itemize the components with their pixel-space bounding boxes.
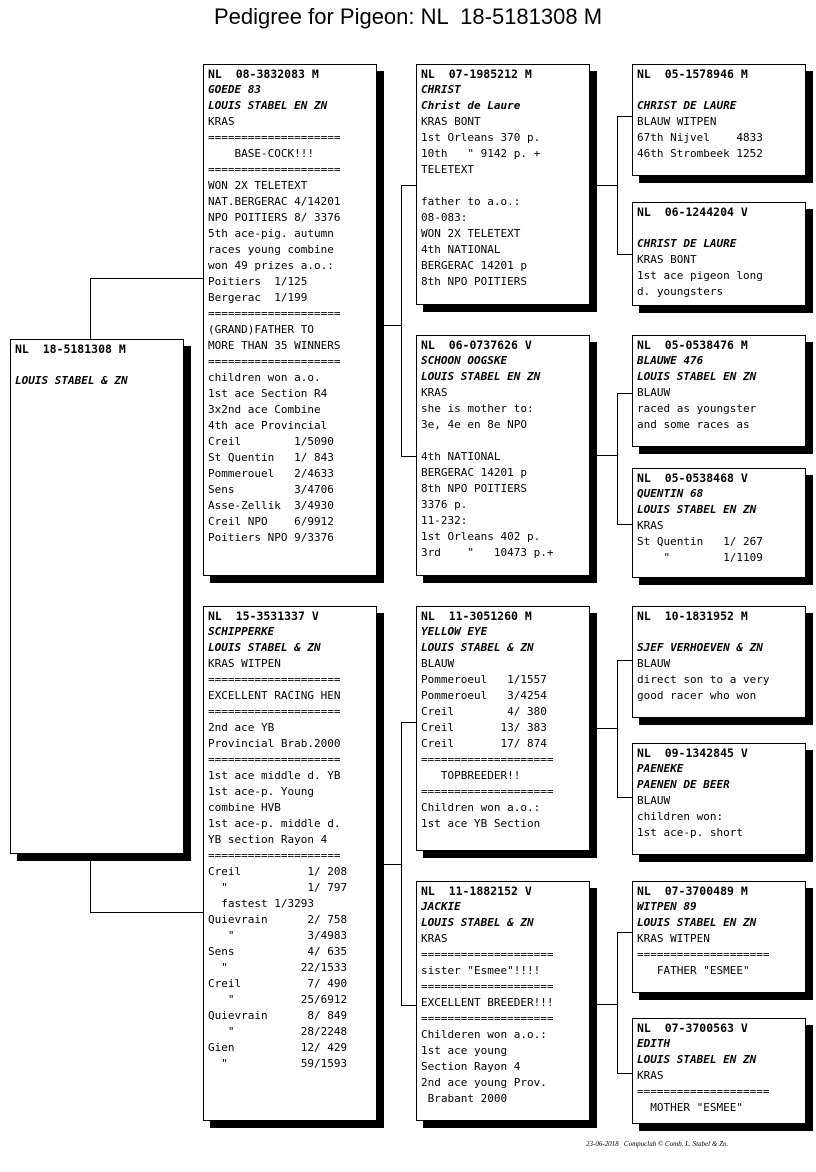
detail-line: Sens 3/4706 — [208, 483, 334, 496]
detail-line: WITPEN 89 — [637, 900, 697, 913]
detail-line: Creil 4/ 380 — [421, 705, 547, 718]
detail-line: YB section Rayon 4 — [208, 833, 328, 846]
detail-line: raced as youngster — [637, 402, 757, 415]
ring-number: NL 05-1578946 M — [637, 67, 748, 81]
pigeon-box-sire-dam-dam[interactable] — [632, 468, 806, 578]
pigeon-box-sire-dam[interactable] — [416, 335, 590, 576]
pigeon-details — [208, 82, 372, 546]
detail-line: KRAS — [208, 115, 235, 128]
detail-line: BLAUW — [637, 794, 671, 807]
pigeon-box-dam-dam-dam[interactable] — [632, 1018, 806, 1124]
connector-dd-branch — [617, 932, 633, 1074]
detail-line: BERGERAC 14201 p — [421, 259, 527, 272]
detail-line: sister "Esmee"!!!! — [421, 964, 541, 977]
detail-line: KRAS — [637, 1069, 664, 1082]
detail-line: children won: — [637, 810, 724, 823]
detail-line: GOEDE 83 — [208, 83, 261, 96]
detail-line: ==================== — [208, 705, 341, 718]
detail-line: Christ de Laure — [421, 99, 521, 112]
pigeon-box-sire[interactable] — [203, 64, 377, 576]
detail-line: Gien 12/ 429 — [208, 1041, 348, 1054]
detail-line: LOUIS STABEL EN ZN — [637, 916, 757, 929]
detail-line: PAENEKE — [637, 762, 684, 775]
connector-sire-parents — [383, 325, 401, 326]
detail-line: JACKIE — [421, 900, 461, 913]
detail-line: EXCELLENT BREEDER!!! — [421, 996, 554, 1009]
ring-number: NL 18-5181308 M — [15, 342, 126, 356]
detail-line: TOPBREEDER!! — [421, 769, 521, 782]
ring-number: NL 11-1882152 V — [421, 884, 532, 898]
detail-line: ==================== — [208, 163, 341, 176]
detail-line: " 3/4983 — [208, 929, 348, 942]
pigeon-box-dam-sire-sire[interactable] — [632, 606, 806, 718]
detail-line: KRAS — [637, 519, 664, 532]
detail-line: good racer who won — [637, 689, 757, 702]
detail-line: BASE-COCK!!! — [208, 147, 314, 160]
pigeon-details — [637, 82, 801, 162]
ring-number: NL 11-3051260 M — [421, 609, 532, 623]
detail-line: BLAUW — [421, 657, 455, 670]
detail-line: children won a.o. — [208, 371, 321, 384]
ring-number: NL 07-1985212 M — [421, 67, 532, 81]
detail-line: Childeren won a.o.: — [421, 1028, 547, 1041]
detail-line: LOUIS STABEL & ZN — [15, 374, 128, 387]
detail-line: 10th " 9142 p. + — [421, 147, 541, 160]
connector-sd — [596, 455, 617, 456]
pigeon-box-dam-sire-dam[interactable] — [632, 743, 806, 855]
detail-line: TELETEXT — [421, 163, 474, 176]
connector-sd-branch — [617, 393, 633, 525]
detail-line: CHRIST DE LAURE — [637, 237, 737, 250]
detail-line: ==================== — [637, 948, 770, 961]
detail-line: Provincial Brab.2000 — [208, 737, 341, 750]
detail-line: 1st ace-p. Young — [208, 785, 314, 798]
detail-line: combine HVB — [208, 801, 281, 814]
detail-line: 1st ace-p. short — [637, 826, 743, 839]
detail-line — [421, 433, 585, 449]
pigeon-details — [637, 353, 801, 433]
ring-number: NL 06-1244204 V — [637, 205, 748, 219]
detail-line: SJEF VERHOEVEN & ZN — [637, 641, 763, 654]
pigeon-details — [637, 624, 801, 704]
detail-line: she is mother to: — [421, 402, 534, 415]
detail-line: 3e, 4e en 8e NPO — [421, 418, 527, 431]
pigeon-box-dam-dam[interactable] — [416, 881, 590, 1121]
pigeon-details — [421, 82, 585, 290]
detail-line: ==================== — [421, 753, 554, 766]
detail-line: 2nd ace YB — [208, 721, 275, 734]
detail-line: LOUIS STABEL EN ZN — [637, 370, 757, 383]
detail-line: " 25/6912 — [208, 993, 348, 1006]
detail-line — [637, 624, 801, 640]
detail-line: Creil 1/5090 — [208, 435, 334, 448]
detail-line: KRAS WITPEN — [208, 657, 281, 670]
detail-line: 08-083: — [421, 211, 468, 224]
detail-line: WON 2X TELETEXT — [208, 179, 308, 192]
detail-line: St Quentin 1/ 843 — [208, 451, 334, 464]
pigeon-box-dam-dam-sire[interactable] — [632, 881, 806, 993]
ring-number: NL 07-3700563 V — [637, 1021, 748, 1035]
detail-line — [637, 220, 801, 236]
detail-line: BLAUW WITPEN — [637, 115, 717, 128]
pigeon-details — [421, 899, 585, 1107]
detail-line: NPO POITIERS 8/ 3376 — [208, 211, 341, 224]
pigeon-details — [637, 761, 801, 841]
detail-line: ==================== — [421, 980, 554, 993]
connector-ds-branch — [617, 660, 633, 798]
detail-line: ==================== — [421, 785, 554, 798]
detail-line: Asse-Zellik 3/4930 — [208, 499, 334, 512]
pigeon-details — [15, 357, 179, 389]
detail-line: EDITH — [637, 1037, 671, 1050]
ring-number: NL 09-1342845 V — [637, 746, 748, 760]
detail-line: 3rd " 10473 p.+ — [421, 546, 554, 559]
detail-line: 1st ace middle d. YB — [208, 769, 341, 782]
detail-line: 4th ace Provincial — [208, 419, 328, 432]
pigeon-box-sire-dam-sire[interactable] — [632, 335, 806, 447]
detail-line: LOUIS STABEL & ZN — [208, 641, 321, 654]
pigeon-details — [421, 624, 585, 832]
detail-line: ==================== — [208, 753, 341, 766]
page-title: Pedigree for Pigeon: NL 18-5181308 M — [213, 4, 603, 29]
detail-line: CHRIST — [421, 83, 461, 96]
detail-line: ==================== — [637, 1085, 770, 1098]
detail-line: Creil 1/ 208 — [208, 865, 348, 878]
detail-line: BLAUWE 476 — [637, 354, 704, 367]
detail-line: 1st Orleans 402 p. — [421, 530, 541, 543]
detail-line: fastest 1/3293 — [208, 897, 314, 910]
detail-line: Creil NPO 6/9912 — [208, 515, 334, 528]
pigeon-box-sire-sire-dam[interactable] — [632, 202, 806, 306]
detail-line: and some races as — [637, 418, 750, 431]
detail-line: 1st ace YB Section — [421, 817, 541, 830]
detail-line: Bergerac 1/199 — [208, 291, 308, 304]
detail-line: Pommeroeul 1/1557 — [421, 673, 547, 686]
detail-line: won 49 prizes a.o.: — [208, 259, 334, 272]
detail-line: 3376 p. — [421, 498, 468, 511]
detail-line: Pommerouel 2/4633 — [208, 467, 334, 480]
detail-line: MOTHER "ESMEE" — [637, 1101, 743, 1114]
ring-number: NL 08-3832083 M — [208, 67, 319, 81]
detail-line: Children won a.o.: — [421, 801, 541, 814]
detail-line: Creil 7/ 490 — [208, 977, 348, 990]
detail-line: QUENTIN 68 — [637, 487, 704, 500]
pigeon-details — [637, 486, 801, 566]
detail-line: Poitiers 1/125 — [208, 275, 308, 288]
ring-number: NL 15-3531337 V — [208, 609, 319, 623]
detail-line: Brabant 2000 — [421, 1092, 508, 1105]
detail-line: EXCELLENT RACING HEN — [208, 689, 341, 702]
detail-line: (GRAND)FATHER TO — [208, 323, 314, 336]
ring-number: NL 06-0737626 V — [421, 338, 532, 352]
detail-line: Poitiers NPO 9/3376 — [208, 531, 334, 544]
detail-line: 46th Strombeek 1252 — [637, 147, 763, 160]
detail-line: MORE THAN 35 WINNERS — [208, 339, 341, 352]
detail-line: 5th ace-pig. autumn — [208, 227, 334, 240]
detail-line: LOUIS STABEL EN ZN — [421, 370, 541, 383]
detail-line: 2nd ace young Prov. — [421, 1076, 547, 1089]
detail-line: Pommeroeul 3/4254 — [421, 689, 547, 702]
connector-ss-branch — [617, 116, 633, 255]
ring-number: NL 05-0538468 V — [637, 471, 748, 485]
detail-line: 11-232: — [421, 514, 468, 527]
detail-line: BLAUW — [637, 386, 671, 399]
connector-dam-parents — [383, 864, 401, 865]
detail-line: Creil 17/ 874 — [421, 737, 547, 750]
detail-line: ==================== — [421, 948, 554, 961]
ring-number: NL 07-3700489 M — [637, 884, 748, 898]
detail-line: 4th NATIONAL — [421, 243, 501, 256]
connector-ds — [596, 728, 617, 729]
detail-line: CHRIST DE LAURE — [637, 99, 737, 112]
footer-credit: 23-06-2018 Compuclub © Comb. L. Stabel & Zn. — [586, 1140, 729, 1148]
detail-line: KRAS BONT — [421, 115, 481, 128]
connector-dd — [596, 1004, 617, 1005]
detail-line: Quievrain 2/ 758 — [208, 913, 348, 926]
detail-line: PAENEN DE BEER — [637, 778, 730, 791]
detail-line: 4th NATIONAL — [421, 450, 501, 463]
pigeon-box-sire-sire[interactable] — [416, 64, 590, 305]
detail-line: Quievrain 8/ 849 — [208, 1009, 348, 1022]
detail-line: 67th Nijvel 4833 — [637, 131, 763, 144]
pigeon-box-root[interactable] — [10, 339, 184, 854]
detail-line: KRAS — [421, 386, 448, 399]
detail-line — [421, 178, 585, 194]
pigeon-details — [208, 624, 372, 1072]
detail-line: Sens 4/ 635 — [208, 945, 348, 958]
detail-line: ==================== — [208, 355, 341, 368]
detail-line: LOUIS STABEL & ZN — [421, 916, 534, 929]
detail-line: LOUIS STABEL & ZN — [421, 641, 534, 654]
detail-line: " 28/2248 — [208, 1025, 348, 1038]
ring-number: NL 05-0538476 M — [637, 338, 748, 352]
detail-line: LOUIS STABEL EN ZN — [637, 503, 757, 516]
detail-line: 1st ace Section R4 — [208, 387, 328, 400]
detail-line: " 1/ 797 — [208, 881, 348, 894]
detail-line: " 1/1109 — [637, 551, 763, 564]
detail-line: FATHER "ESMEE" — [637, 964, 750, 977]
detail-line: SCHIPPERKE — [208, 625, 275, 638]
ring-number: NL 10-1831952 M — [637, 609, 748, 623]
detail-line: Section Rayon 4 — [421, 1060, 521, 1073]
pigeon-details — [637, 220, 801, 300]
detail-line: Creil 13/ 383 — [421, 721, 547, 734]
pigeon-details — [637, 1036, 801, 1116]
detail-line: direct son to a very — [637, 673, 770, 686]
detail-line: d. youngsters — [637, 285, 724, 298]
detail-line: KRAS WITPEN — [637, 932, 710, 945]
connector-ss — [596, 185, 617, 186]
connector-dam-branch — [401, 722, 417, 1006]
pigeon-box-sire-sire-sire[interactable] — [632, 64, 806, 176]
detail-line: 1st ace young — [421, 1044, 508, 1057]
detail-line: 1st Orleans 370 p. — [421, 131, 541, 144]
detail-line: father to a.o.: — [421, 195, 521, 208]
detail-line: SCHOON OOGSKE — [421, 354, 508, 367]
connector-sire-branch — [401, 185, 417, 457]
detail-line: LOUIS STABEL EN ZN — [637, 1053, 757, 1066]
connector-root-dam — [90, 856, 204, 913]
detail-line: NAT.BERGERAC 4/14201 — [208, 195, 341, 208]
detail-line: LOUIS STABEL EN ZN — [208, 99, 328, 112]
pigeon-details — [637, 899, 801, 979]
detail-line: 1st ace pigeon long — [637, 269, 763, 282]
detail-line: 1st ace-p. middle d. — [208, 817, 341, 830]
detail-line: BLAUW — [637, 657, 671, 670]
detail-line: KRAS — [421, 932, 448, 945]
detail-line: ==================== — [208, 673, 341, 686]
detail-line: WON 2X TELETEXT — [421, 227, 521, 240]
detail-line: KRAS BONT — [637, 253, 697, 266]
detail-line: 3x2nd ace Combine — [208, 403, 321, 416]
connector-root-sire — [90, 278, 204, 341]
detail-line: 8th NPO POITIERS — [421, 275, 527, 288]
pigeon-details — [421, 353, 585, 561]
detail-line: ==================== — [208, 307, 341, 320]
detail-line — [637, 82, 801, 98]
detail-line: ==================== — [208, 131, 341, 144]
detail-line: races young combine — [208, 243, 334, 256]
detail-line — [15, 357, 179, 373]
detail-line: St Quentin 1/ 267 — [637, 535, 763, 548]
detail-line: 8th NPO POITIERS — [421, 482, 527, 495]
pigeon-box-dam[interactable] — [203, 606, 377, 1121]
detail-line: " 22/1533 — [208, 961, 348, 974]
detail-line: YELLOW EYE — [421, 625, 488, 638]
pigeon-box-dam-sire[interactable] — [416, 606, 590, 851]
detail-line: ==================== — [421, 1012, 554, 1025]
detail-line: BERGERAC 14201 p — [421, 466, 527, 479]
detail-line: ==================== — [208, 849, 341, 862]
detail-line: " 59/1593 — [208, 1057, 348, 1070]
